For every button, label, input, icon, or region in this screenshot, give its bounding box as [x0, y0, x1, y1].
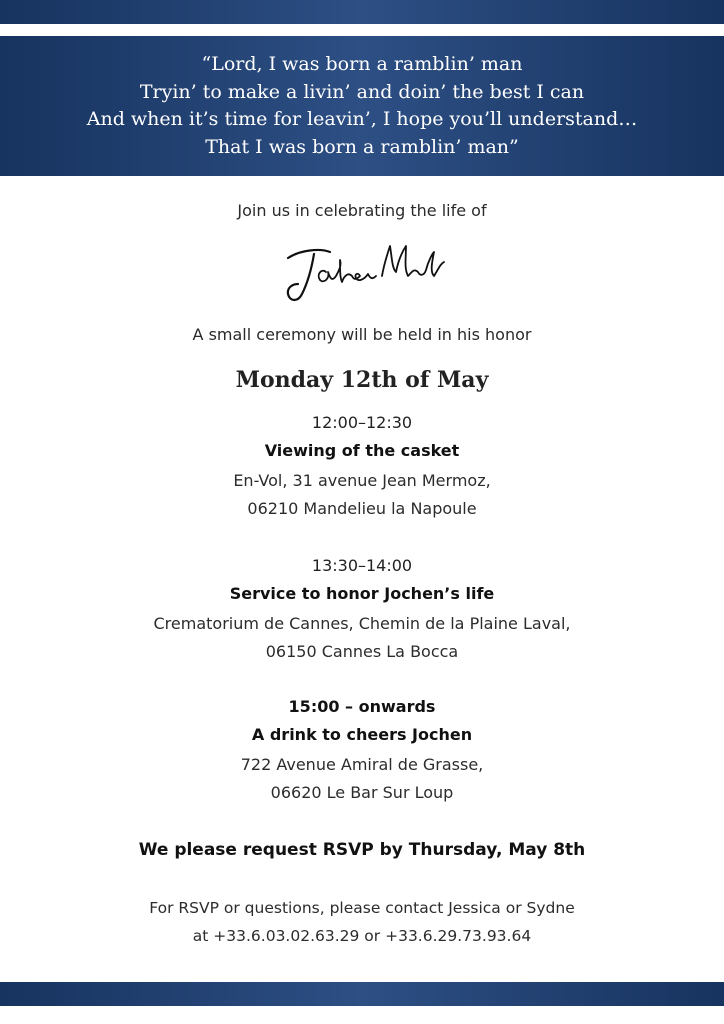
bottom-decorative-band	[0, 982, 724, 1006]
signature-image	[278, 232, 448, 308]
event-3-address-line-1: 722 Avenue Amiral de Grasse,	[240, 755, 484, 774]
event-1-address-line-1: En-Vol, 31 avenue Jean Mermoz,	[233, 471, 491, 490]
quote-line-2: Tryin’ to make a livin’ and doin’ the best I can	[139, 80, 585, 103]
ceremony-note: A small ceremony will be held in his honor	[192, 325, 532, 344]
event-2-address-line-1: Crematorium de Cannes, Chemin de la Plaine Laval,	[153, 614, 571, 633]
event-3-title: A drink to cheers Jochen	[251, 725, 473, 744]
event-2-time: 13:30–14:00	[311, 556, 413, 575]
contact-line-2: at +33.6.03.02.63.29 or +33.6.29.73.93.64	[192, 927, 532, 945]
quote-band	[0, 36, 724, 176]
event-2-address-line-2: 06150 Cannes La Bocca	[265, 642, 459, 661]
event-1-address-line-2: 06210 Mandelieu la Napoule	[247, 499, 477, 518]
quote-line-4: That I was born a ramblin’ man”	[205, 135, 519, 158]
rsvp-request: We please request RSVP by Thursday, May 8th	[138, 840, 586, 860]
event-1-time: 12:00–12:30	[311, 413, 413, 432]
event-date: Monday 12th of May	[235, 367, 489, 393]
event-3-address-line-2: 06620 Le Bar Sur Loup	[270, 783, 454, 802]
top-decorative-band	[0, 0, 724, 24]
contact-line-1: For RSVP or questions, please contact Jessica or Sydne	[149, 899, 575, 917]
quote-line-3: And when it’s time for leavin’, I hope you’ll understand…	[86, 108, 638, 130]
event-1-title: Viewing of the casket	[264, 441, 460, 460]
event-3-time: 15:00 – onwards	[288, 697, 436, 716]
event-2-title: Service to honor Jochen’s life	[229, 584, 495, 603]
quote-line-1: “Lord, I was born a ramblin’ man	[201, 53, 523, 75]
intro-text: Join us in celebrating the life of	[237, 201, 487, 220]
